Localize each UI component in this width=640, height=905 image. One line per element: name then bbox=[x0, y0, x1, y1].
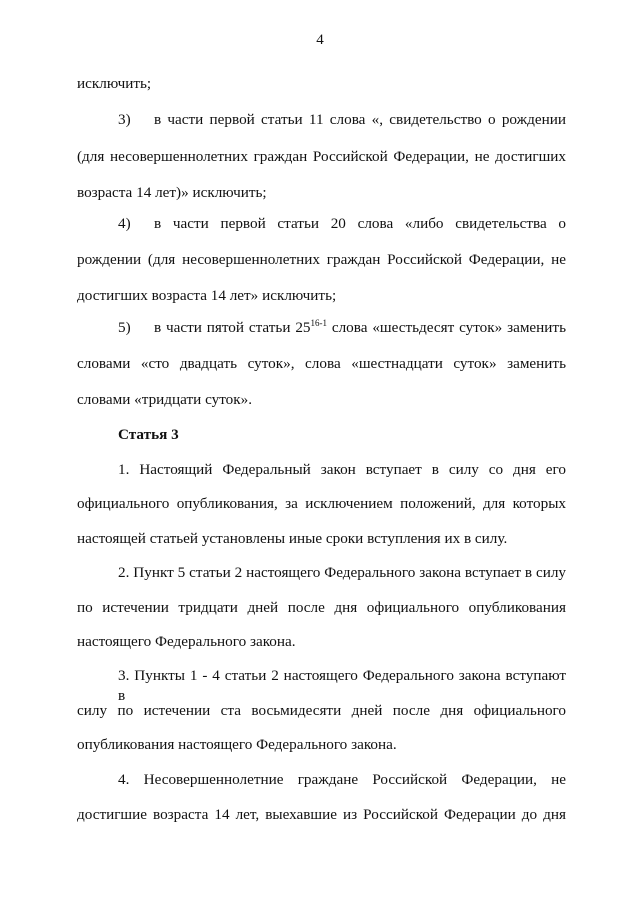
text-line: настоящей статьей установлены иные сроки вступления их в силу. bbox=[77, 530, 508, 547]
text-line: словами «тридцати суток». bbox=[77, 391, 252, 408]
article-heading: Статья 3 bbox=[118, 426, 179, 443]
text-line: достигших возраста 14 лет» исключить; bbox=[77, 287, 337, 304]
text-line: исключить; bbox=[77, 75, 152, 92]
text-line: 4. Несовершеннолетние граждане Российской Федерации, не bbox=[118, 771, 566, 788]
text-line: возраста 14 лет)» исключить; bbox=[77, 184, 267, 201]
list-item-line: в части первой статьи 11 слова «, свидетельство о рождении bbox=[154, 111, 566, 128]
list-item-number: 3) bbox=[118, 111, 131, 128]
text-fragment: в части пятой статьи 25 bbox=[154, 319, 311, 336]
page-number: 4 bbox=[316, 32, 324, 48]
text-line: силу по истечении ста восьмидесяти дней после дня официального bbox=[77, 702, 566, 719]
text-line: настоящего Федерального закона. bbox=[77, 633, 296, 650]
text-fragment: слова «шестьдесят суток» заменить bbox=[327, 319, 566, 336]
text-line: достигшие возраста 14 лет, выехавшие из Российской Федерации до дня bbox=[77, 806, 566, 823]
text-line: официального опубликования, за исключением положений, для которых bbox=[77, 495, 566, 512]
list-item-number: 5) bbox=[118, 319, 131, 336]
text-line: рождении (для несовершеннолетних граждан Российской Федерации, не bbox=[77, 251, 566, 268]
text-line: 2. Пункт 5 статьи 2 настоящего Федерального закона вступает в силу bbox=[118, 564, 566, 581]
text-line: 1. Настоящий Федеральный закон вступает в силу со дня его bbox=[118, 461, 566, 478]
text-line: опубликования настоящего Федерального закона. bbox=[77, 736, 397, 753]
text-line: 3. Пункты 1 - 4 статьи 2 настоящего Федерального закона вступают в bbox=[118, 667, 566, 704]
list-item-line: в части первой статьи 20 слова «либо свидетельства о bbox=[154, 215, 566, 232]
text-line: словами «сто двадцать суток», слова «шестнадцати суток» заменить bbox=[77, 355, 566, 372]
superscript: 16-1 bbox=[310, 318, 328, 328]
list-item-number: 4) bbox=[118, 215, 131, 232]
text-line: (для несовершеннолетних граждан Российской Федерации, не достигших bbox=[77, 148, 566, 165]
list-item-line bbox=[154, 318, 566, 338]
text-line: по истечении тридцати дней после дня официального опубликования bbox=[77, 599, 566, 616]
